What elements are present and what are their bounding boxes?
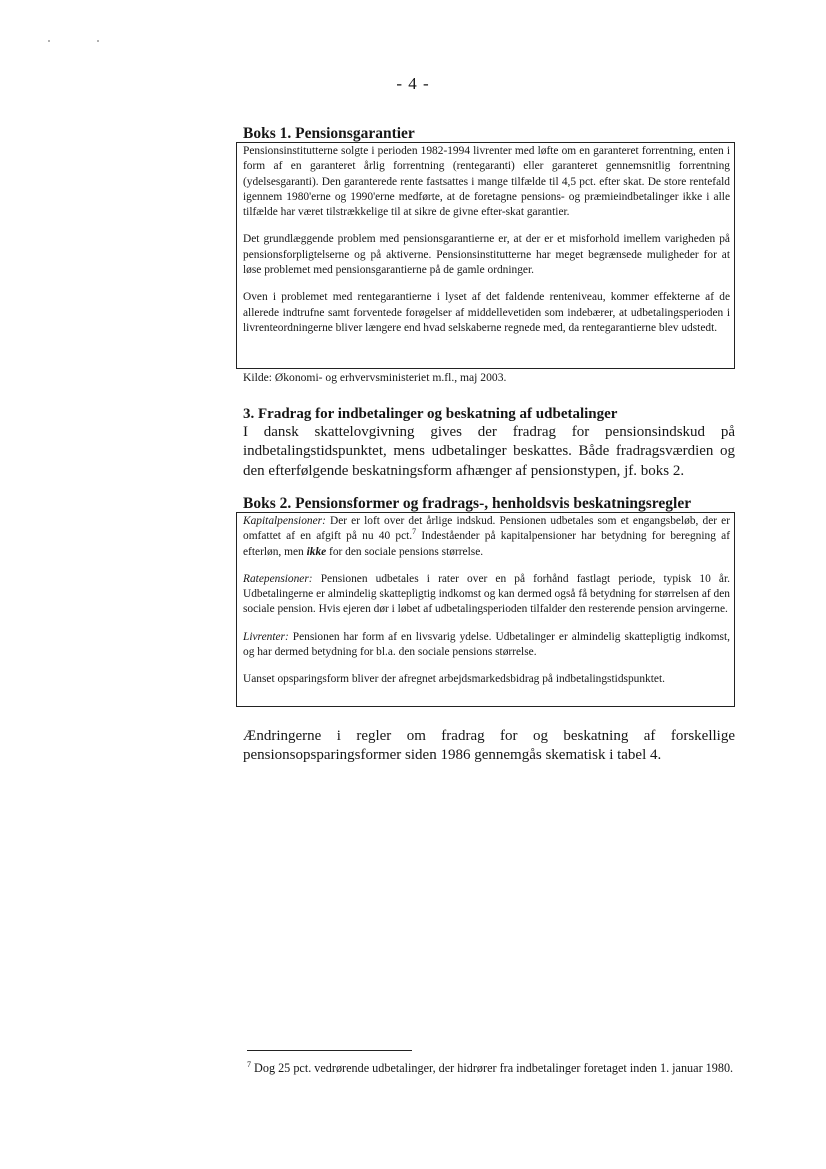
closing-paragraph: Ændringerne i regler om fradrag for og beskatning af forskellige pensionsopsparingsformer siden 1986 gennemgås skematisk i tabel 4. [243,728,735,764]
kapitalpension-text: Der er loft over det årlige indskud. Pensionen udbetales som et engangsbeløb, der er omfattet af en afgift på nu 40 pct. [243,515,730,543]
box1 [236,142,735,369]
scan-speck [48,40,50,42]
livrente-term: Livrenter: [243,630,289,643]
ratepension-term: Ratepensioner: [243,572,313,585]
kapitalpension-term: Kapitalpensioner: [243,515,326,527]
box1-source: Kilde: Økonomi- og erhvervsministeriet m.fl., maj 2003. [243,371,507,384]
kapitalpension-paragraph [243,514,730,560]
page-number: - 4 - [396,74,430,93]
box1-paragraph: Det grundlæggende problem med pensionsgarantierne er, at der er et misforhold imellem varigheden på pensionsforpligtelserne og på aktiverne. Pensionsinstitutterne har meget begrænsede muligheder for at løse problemet med pensionsgarantierne på de gamle ordninger. [243,233,730,277]
scan-speck [97,40,99,42]
kapitalpension-text: for den sociale pensions størrelse. [326,545,484,558]
box1-title: Boks 1. Pensionsgarantier [243,125,415,142]
emphasis-word: ikke [306,545,327,558]
footnote-marker: 7 [247,1059,251,1069]
ratepension-text: Pensionen udbetales i rater over en på forhånd fastlagt periode, typisk 10 år. Udbetalingerne er almindelig skattepligtig indkomst og kan dermed også få betydning for størrelsen af den sociale pension. Hvis ejeren dør i løbet af udbetalingsperioden tilfalder den resterende pension arvingerne. [243,572,730,616]
livrente-text: Pensionen har form af en livsvarig ydelse. Udbetalinger er almindelig skattepligtig indkomst, og har dermed betydning for bl.a. den sociale pensions størrelse. [243,630,730,659]
footnote [247,1060,741,1077]
section-heading: 3. Fradrag for indbetalinger og beskatning af udbetalinger [243,406,618,422]
ratepension-paragraph [243,572,730,618]
livrente-paragraph [243,630,730,661]
footnote-text: Dog 25 pct. vedrørende udbetalinger, der hidrører fra indbetalinger foretaget inden 1. januar 1980. [251,1061,734,1075]
box2-closing: Uanset opsparingsform bliver der afregnet arbejdsmarkedsbidrag på indbetalingstidspunktet. [243,673,665,686]
box2 [236,512,735,707]
box2-title: Boks 2. Pensionsformer og fradrags-, henholdsvis beskatningsregler [243,495,692,512]
footnote-reference: 7 [412,527,417,537]
kapitalpension-text: Indeståender på kapitalpensioner har betydning for beregning af efterløn, men [243,530,730,558]
box1-paragraph: Pensionsinstitutterne solgte i perioden 1982-1994 livrenter med løfte om en garanteret forrentning, enten i form af en garanteret årlig forrentning (rentegaranti) eller garanteret gennemsnitlig forrentning (ydelsesgaranti). Den garanterede rente fastsattes i mange tilfælde til 4,5 pct. efter skat. De store rentefald igennem 1980'erne og 1990'erne medførte, at de foretagne pensions- og præmieindbetalinger ikke i alle tilfælde har været tilstrækkelige til at sikre de givne efter-skat garantier. [243,145,730,219]
footnote-divider [247,1050,412,1051]
section-paragraph: I dansk skattelovgivning gives der fradrag for pensionsindskud på indbetalingstidspunktet, mens udbetalinger beskattes. Både fradragsværdien og den efterfølgende beskatningsform afhænger af pensionstypen, jf. boks 2. [243,424,735,479]
box1-paragraph: Oven i problemet med rentegarantierne i lyset af det faldende renteniveau, kommer effekterne af de allerede indtrufne samt forventede forøgelser af middellevetiden som indebærer, at udbetalingsperioden i livrenteordningerne bliver længere end hvad selskaberne regnede med, da rentegarantierne blev udstedt. [243,291,730,334]
